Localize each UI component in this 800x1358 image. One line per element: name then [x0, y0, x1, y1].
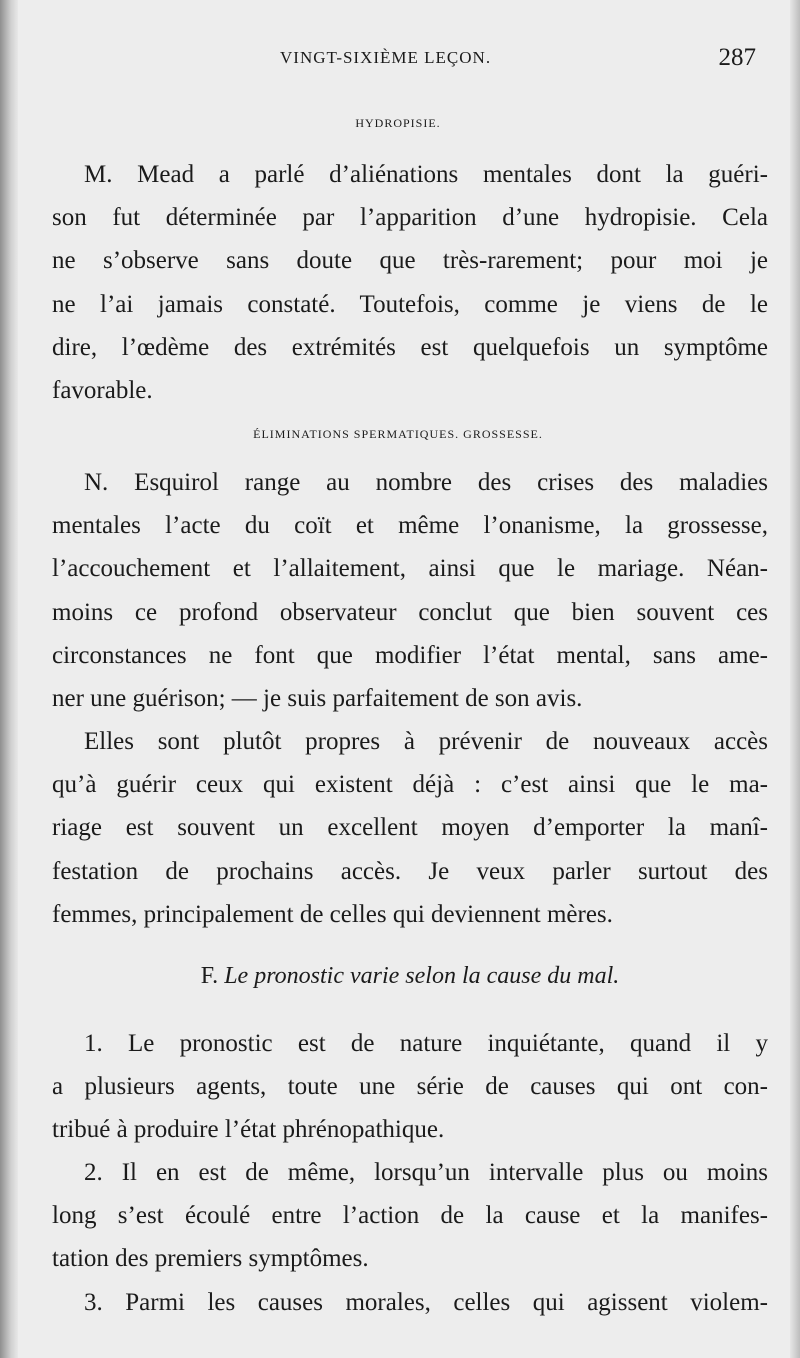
book-page [18, 0, 790, 1358]
text-line: femmes, principalement de celles qui deviennent mères. [52, 900, 613, 928]
section-label-hydropisie: HYDROPISIE. [355, 116, 441, 130]
section-label-eliminations: ÉLIMINATIONS SPERMATIQUES. GROSSESSE. [253, 427, 543, 441]
running-head [18, 44, 790, 76]
scan-edge-right [790, 0, 800, 1358]
text-line: 3. Parmi les causes morales, celles qui agissent violem- [84, 1289, 768, 1316]
text-line: dire, l’œdème des extrémités est quelquefois un symptôme [52, 333, 768, 361]
text-line: Elles sont plutôt propres à prévenir de nouveaux accès [84, 728, 768, 755]
text-line: moins ce profond observateur conclut que bien souvent ces [52, 598, 768, 626]
text-line: a plusieurs agents, toute une série de causes qui ont con- [52, 1073, 768, 1101]
text-line: favorable. [52, 376, 153, 404]
text-line: long s’est écoulé entre l’action de la cause et la manifes- [52, 1202, 768, 1230]
text-line: ne l’ai jamais constaté. Toutefois, comme je viens de le [52, 290, 768, 318]
section-heading-text: Le pronostic varie selon la cause du mal. [224, 963, 620, 989]
running-title: VINGT-SIXIÈME LEÇON. [280, 48, 492, 67]
text-line: circonstances ne font que modifier l’état mental, sans ame- [52, 641, 768, 669]
scan-edge-left [0, 0, 18, 1358]
text-line: ne s’observe sans doute que très-rarement; pour moi je [52, 247, 768, 275]
text-line: festation de prochains accès. Je veux parler surtout des [52, 857, 768, 885]
text-line: son fut déterminée par l’apparition d’une hydropisie. Cela [52, 204, 768, 232]
text-line: 1. Le pronostic est de nature inquiétante, quand il y [84, 1030, 768, 1057]
text-line: riage est souvent un excellent moyen d’emporter la manî- [52, 814, 768, 842]
section-heading-pronostic [52, 963, 768, 990]
page-number: 287 [718, 44, 756, 71]
text-line: 2. Il en est de même, lorsqu’un intervalle plus ou moins [84, 1159, 768, 1186]
text-line: N. Esquirol range au nombre des crises des maladies [84, 469, 768, 496]
text-line: M. Mead a parlé d’aliénations mentales dont la guéri- [84, 161, 768, 188]
text-line: qu’à guérir ceux qui existent déjà : c’est ainsi que le ma- [52, 771, 768, 799]
text-line: mentales l’acte du coït et même l’onanisme, la grossesse, [52, 512, 768, 540]
paragraph-pronostic-3 [52, 1281, 768, 1324]
paragraph-pronostic-2 [52, 1151, 768, 1281]
text-line: tation des premiers symptômes. [52, 1245, 369, 1273]
paragraph-esquirol [52, 461, 768, 720]
paragraph-hydropisie [52, 153, 768, 412]
text-line: ner une guérison; — je suis parfaitement de son avis. [52, 684, 583, 712]
paragraph-pronostic-1 [52, 1022, 768, 1152]
paragraph-elles [52, 720, 768, 936]
section-letter: F. [200, 963, 219, 989]
text-line: l’accouchement et l’allaitement, ainsi que le mariage. Néan- [52, 555, 768, 583]
text-line: tribué à produire l’état phrénopathique. [52, 1116, 445, 1144]
